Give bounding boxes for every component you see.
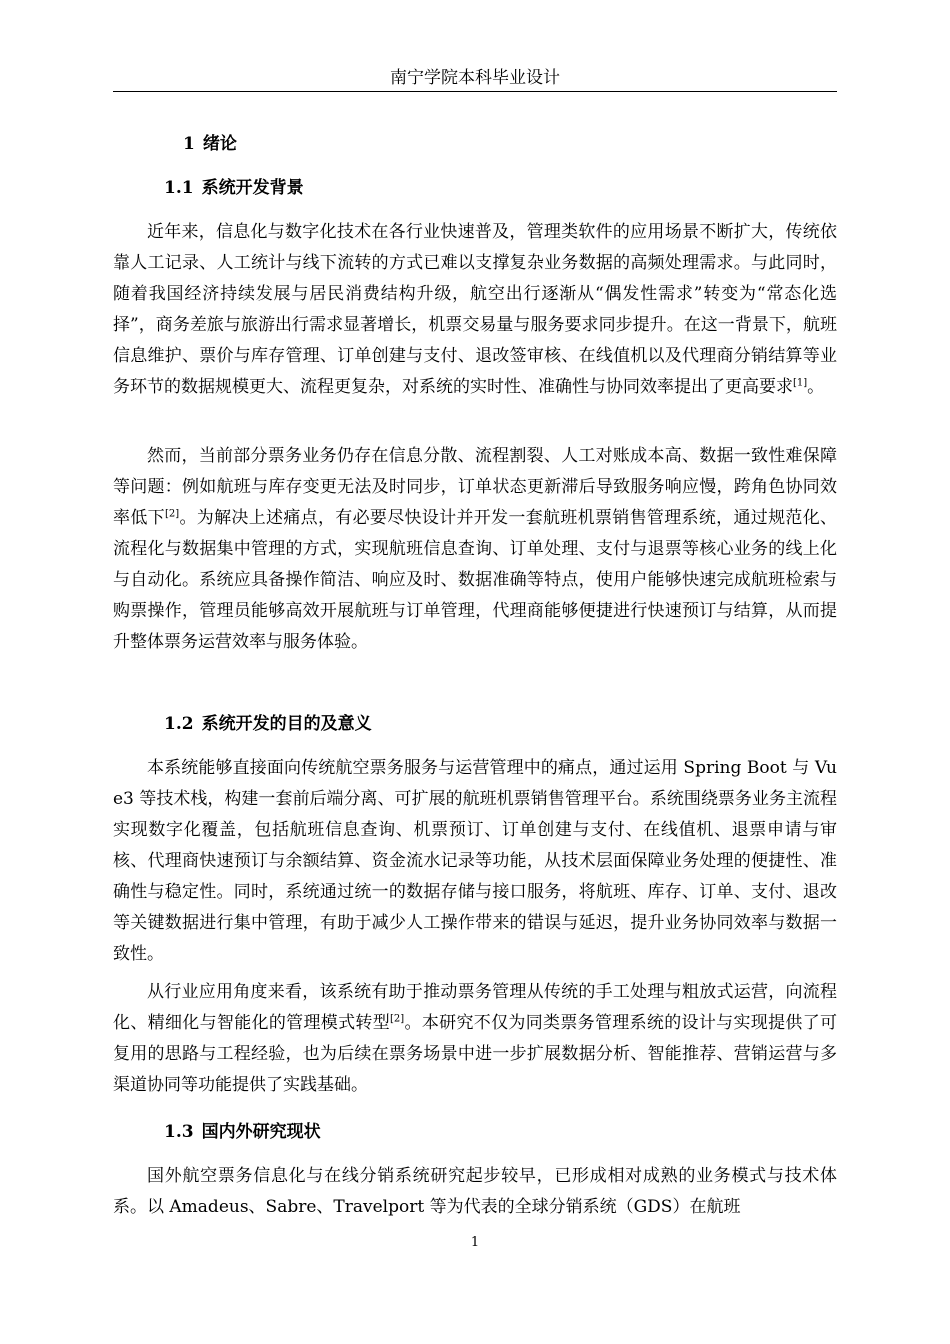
paragraph-1-1-b (113, 441, 837, 658)
section-number: 1.3 (164, 1122, 194, 1142)
paragraph-tail: 。 (807, 377, 825, 397)
paragraph-1-2-a (113, 753, 837, 970)
citation: [2] (164, 508, 180, 520)
paragraph-tail: 。本研究不仅为同类票务管理系统的设计与实现提供了可复用的思路与工程经验，也为后续在票务场景中进一步扩展数据分析、智能推荐、营销运营与多渠道协同等功能提供了实践基础。 (113, 1013, 838, 1095)
paragraph-1-1-a (113, 217, 837, 403)
section-number: 1.2 (164, 714, 194, 734)
chapter-number: 1 (183, 134, 195, 154)
section-heading-1-1 (164, 175, 304, 201)
section-heading-1-2 (164, 711, 372, 737)
section-title: 国内外研究现状 (201, 1122, 321, 1142)
paragraph-text: 近年来，信息化与数字化技术在各行业快速普及，管理类软件的应用场景不断扩大，传统依靠人工记录、人工统计与线下流转的方式已难以支撑复杂业务数据的高频处理需求。与此同时，随着我国经济持续发展与居民消费结构升级，航空出行逐渐从“偶发性需求”转变为“常态化选择”，商务差旅与旅游出行需求显著增长，机票交易量与服务要求同步提升。在这一背景下，航班信息维护、票价与库存管理、订单创建与支付、退改签审核、在线值机以及代理商分销结算等业务环节的数据规模更大、流程更复杂，对系统的实时性、准确性与协同效率提出了更高要求 (113, 222, 837, 397)
section-heading-1-3 (164, 1119, 321, 1145)
chapter-title: 绪论 (202, 134, 237, 154)
paragraph-text: 本系统能够直接面向传统航空票务服务与运营管理中的痛点，通过运用 Spring Boot 与 Vue3 等技术栈，构建一套前后端分离、可扩展的航班机票销售管理平台。系统围绕票务业务主流程实现数字化覆盖，包括航班信息查询、机票预订、订单创建与支付、在线值机、退票申请与审核、代理商快速预订与余额结算、资金流水记录等功能，从技术层面保障业务处理的便捷性、准确性与稳定性。同时，系统通过统一的数据存储与接口服务，将航班、库存、订单、支付、退改等关键数据进行集中管理，有助于减少人工操作带来的错误与延迟，提升业务协同效率与数据一致性。 (113, 758, 837, 964)
citation: [2] (390, 1013, 405, 1025)
paragraph-text: 从行业应用角度来看，该系统有助于推动票务管理从传统的手工处理与粗放式运营，向流程化、精细化与智能化的管理模式转型 (113, 982, 837, 1033)
paragraph-text: 国外航空票务信息化与在线分销系统研究起步较早，已形成相对成熟的业务模式与技术体系。以 Amadeus、Sabre、Travelport 等为代表的全球分销系统（GDS）在航班 (113, 1166, 837, 1217)
paragraph-text: 然而，当前部分票务业务仍存在信息分散、流程割裂、人工对账成本高、数据一致性难保障等问题：例如航班与库存变更无法及时同步，订单状态更新滞后导致服务响应慢，跨角色协同效率低下 (113, 446, 837, 528)
citation: [1] (793, 377, 808, 389)
chapter-heading (183, 131, 237, 157)
paragraph-1-2-b (113, 977, 837, 1101)
paragraph-tail: 。为解决上述痛点，有必要尽快设计并开发一套航班机票销售管理系统，通过规范化、流程化与数据集中管理的方式，实现航班信息查询、订单处理、支付与退票等核心业务的线上化与自动化。系统应具备操作简洁、响应及时、数据准确等特点，使用户能够快速完成航班检索与购票操作，管理员能够高效开展航班与订单管理，代理商能够便捷进行快速预订与结算，从而提升整体票务运营效率与服务体验。 (113, 508, 838, 652)
page-header-title: 南宁学院本科毕业设计 (390, 68, 560, 88)
page-number: 1 (470, 1235, 480, 1250)
section-number: 1.1 (164, 178, 194, 198)
section-title: 系统开发背景 (201, 178, 304, 198)
paragraph-1-3-a (113, 1161, 837, 1223)
header-rule (113, 91, 837, 92)
section-title: 系统开发的目的及意义 (201, 714, 372, 734)
